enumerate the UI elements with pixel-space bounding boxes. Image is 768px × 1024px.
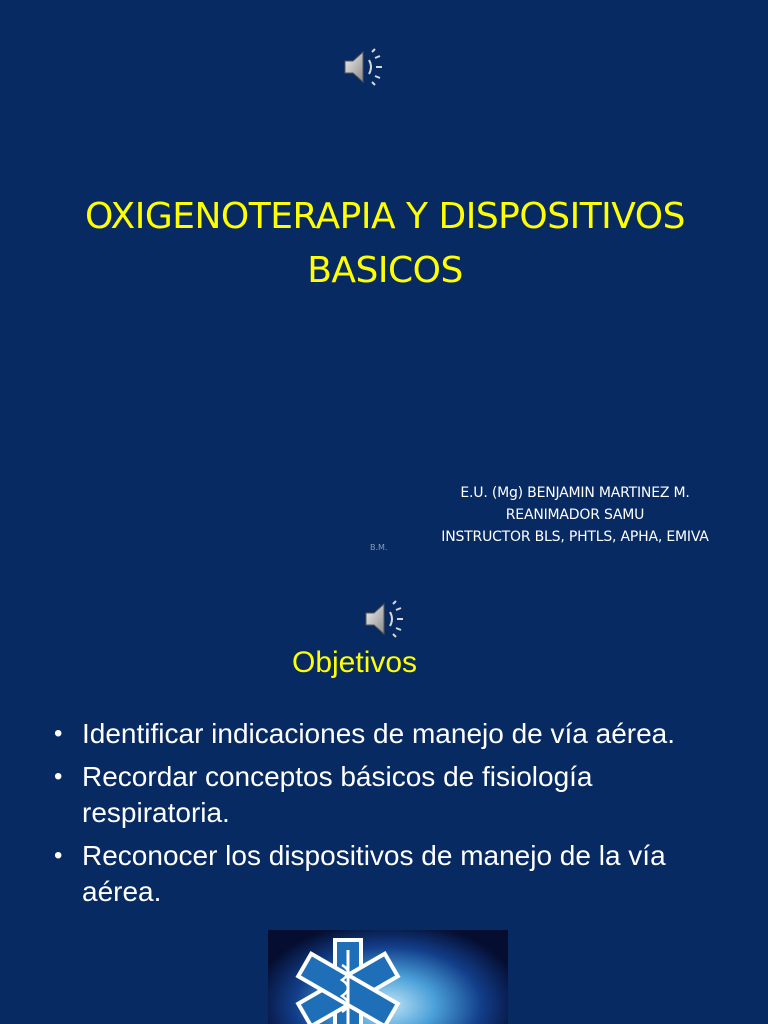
author-info [400, 482, 750, 548]
list-item-text: Reconocer los dispositivos de manejo de la vía aérea. [82, 840, 666, 907]
objectives-list [52, 716, 742, 917]
bullet-icon: • [54, 763, 63, 790]
list-item [52, 716, 742, 752]
speaker-icon[interactable] [342, 46, 386, 88]
objectives-heading: Objetivos [292, 646, 418, 679]
list-item-text: Identificar indicaciones de manejo de vía aérea. [82, 718, 676, 749]
speaker-icon[interactable] [363, 598, 407, 640]
star-of-life-icon [268, 930, 508, 1024]
author-initials: B.M. [370, 543, 388, 552]
list-item [52, 838, 742, 910]
presentation-title [40, 190, 730, 298]
bullet-icon: • [54, 842, 63, 869]
title-line: OXIGENOTERAPIA Y DISPOSITIVOS [85, 196, 685, 237]
list-item [52, 759, 742, 831]
author-line: INSTRUCTOR BLS, PHTLS, APHA, EMIVA [441, 529, 709, 545]
author-line: REANIMADOR SAMU [505, 507, 645, 523]
star-of-life-image [268, 930, 508, 1024]
bullet-icon: • [54, 720, 63, 747]
title-line: BASICOS [307, 250, 463, 291]
author-line: E.U. (Mg) BENJAMIN MARTINEZ M. [460, 485, 690, 501]
slide-objectives [0, 580, 768, 1024]
list-item-text: Recordar conceptos básicos de fisiología respiratoria. [82, 761, 593, 828]
